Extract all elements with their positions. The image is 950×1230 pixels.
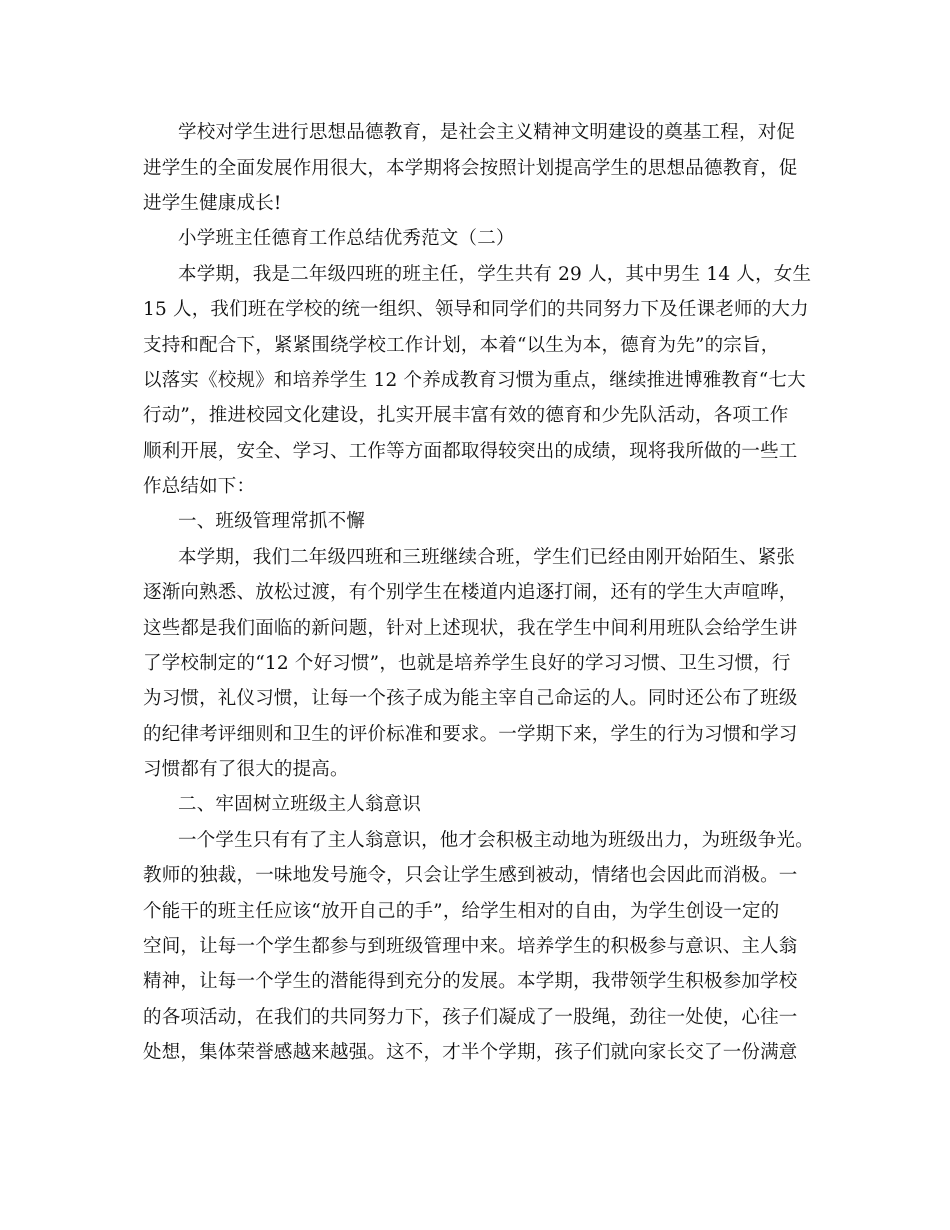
text-line: 学校对学生进行思想品德教育，是社会主义精神文明建设的奠基工程，对促 [178,122,796,143]
heading-2: 二、牢固树立班级主人翁意识 [178,794,422,815]
text-line: 空间，让每一个学生都参与到班级管理中来。培养学生的积极参与意识、主人翁 [143,936,798,957]
text-line: 这些都是我们面临的新问题，针对上述现状，我在学生中间利用班队会给学生讲 [143,618,798,639]
text-line: 了学校制定的“12 个好习惯”，也就是培养学生良好的学习习惯、卫生习惯，行 [143,653,791,674]
text-line: 处想，集体荣誉感越来越强。这不，才半个学期，孩子们就向家长交了一份满意 [143,1042,798,1063]
text-line: 教师的独裁，一味地发号施令，只会让学生感到被动，情绪也会因此而消极。一 [143,865,798,886]
text-line: 逐渐向熟悉、放松过渡，有个别学生在楼道内追逐打闹，还有的学生大声喧哗， [143,582,798,603]
text-line: 一个学生只有有了主人翁意识，他才会积极主动地为班级出力，为班级争光。 [178,830,814,851]
text-line: 本学期，我们二年级四班和三班继续合班，学生们已经由刚开始陌生、紧张 [178,547,796,568]
text-line: 行动”，推进校园文化建设，扎实开展丰富有效的德育和少先队活动，各项工作 [143,405,789,426]
text-line: 的纪律考评细则和卫生的评价标准和要求。一学期下来，学生的行为习惯和学习 [143,724,798,745]
text-line: 为习惯，礼仪习惯，让每一个孩子成为能主宰自己命运的人。同时还公布了班级 [143,688,798,709]
text-line: 支持和配合下，紧紧围绕学校工作计划，本着“以生为本，德育为先”的宗旨， [143,335,780,356]
text-line: 15 人，我们班在学校的统一组织、领导和同学们的共同努力下及任课老师的大力 [143,299,809,320]
text-line: 进学生的全面发展作用很大，本学期将会按照计划提高学生的思想品德教育，促 [143,158,798,179]
text-line: 个能干的班主任应该“放开自己的手”，给学生相对的自由，为学生创设一定的 [143,901,780,922]
text-line: 本学期，我是二年级四班的班主任，学生共有 29 人，其中男生 14 人，女生 [178,264,812,285]
text-line: 习惯都有了很大的提高。 [143,759,349,780]
text-line: 顺利开展，安全、学习、工作等方面都取得较突出的成绩，现将我所做的一些工 [143,441,798,462]
heading-1: 一、班级管理常抓不懈 [178,511,366,532]
text-line: 以落实《校规》和培养学生 12 个养成教育习惯为重点，继续推进博雅教育“七大 [143,370,806,391]
text-line: 精神，让每一个学生的潜能得到充分的发展。本学期，我带领学生积极参加学校 [143,971,798,992]
text-line: 作总结如下： [143,476,256,497]
text-line: 进学生健康成长! [143,193,282,214]
section-title: 小学班主任德育工作总结优秀范文（二） [178,228,515,249]
text-line: 的各项活动，在我们的共同努力下，孩子们凝成了一股绳，劲往一处使，心往一 [143,1007,798,1028]
